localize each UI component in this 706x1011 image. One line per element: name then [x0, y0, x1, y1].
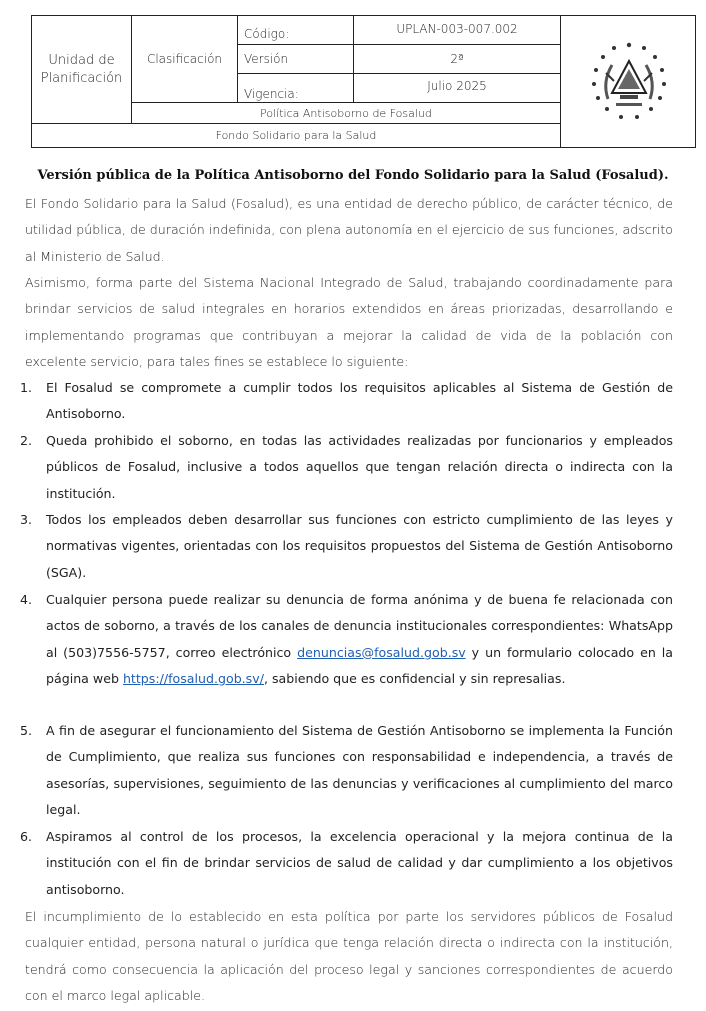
- list-item: [20, 428, 673, 507]
- el-salvador-coat-of-arms-icon: [584, 37, 674, 127]
- list-number: 5.: [20, 723, 33, 738]
- document-title: Versión pública de la Política Antisoborno del Fondo Solidario para la Salud (Fosalud).: [37, 168, 669, 183]
- document-header-table: [31, 15, 696, 148]
- list-text-part: Cualquier persona puede realizar su denuncia de forma anónima y de buena fe relacionada con actos de soborno, a través de los canales de denuncia institucionales correspondientes: WhatsApp al (503)7556-5757, correo electrónico: [46, 592, 673, 660]
- intro-paragraph-1: El Fondo Solidario para la Salud (Fosalud), es una entidad de derecho público, de carácter técnico, de utilidad pública, de duración indefinida, con plena autonomía en el ejercicio de sus funciones, adscrito al Ministerio de Salud.: [25, 196, 673, 264]
- list-text-part: , sabiendo que es confidencial y sin represalias.: [263, 671, 566, 687]
- list-item: [20, 587, 673, 693]
- list-item: [20, 507, 673, 586]
- website-link[interactable]: https://fosalud.gob.sv/: [122, 671, 264, 687]
- codigo-value: UPLAN-003-007.002: [353, 15, 561, 45]
- list-text: Aspiramos al control de los procesos, la excelencia operacional y la mejora continua de la institución con el fin de brindar servicios de salud de calidad y dar cumplimiento a los objetivos antisoborno.: [46, 829, 673, 897]
- codigo-label: Código:: [237, 15, 354, 45]
- version-label: Versión: [237, 44, 354, 74]
- closing-paragraph: El incumplimiento de lo establecido en esta política por parte los servidores públicos de Fosalud cualquier entidad, persona natural o jurídica que tenga relación directa o indirecta con la institución, tendrá como consecuencia la aplicación del proceso legal y sanciones correspondientes de acuerdo con el marco legal aplicable.: [25, 909, 673, 1004]
- fondo-cell: Fondo Solidario para la Salud: [31, 123, 561, 148]
- logo-cell: [560, 15, 697, 148]
- list-text: Queda prohibido el soborno, en todas las actividades realizadas por funcionarios y empleados públicos de Fosalud, inclusive a todos aquellos que tengan relación directa o indirecta con la institución.: [46, 433, 673, 501]
- list-number: 3.: [20, 512, 33, 527]
- list-item: [20, 824, 673, 903]
- list-item: [20, 718, 673, 824]
- list-number: 4.: [20, 592, 33, 607]
- list-text: [46, 587, 673, 693]
- vigencia-label: Vigencia:: [237, 73, 354, 103]
- vigencia-value: Julio 2025: [353, 73, 561, 103]
- list-text: A fin de asegurar el funcionamiento del Sistema de Gestión Antisoborno se implementa la Función de Cumplimiento, que realiza sus funciones con responsabilidad e independencia, a través de asesorías, supervisiones, seguimiento de las denuncias y verificaciones al cumplimiento del marco legal.: [46, 723, 673, 818]
- clasificacion-cell: Clasificación: [131, 15, 238, 103]
- email-link[interactable]: denuncias@fosalud.gob.sv: [297, 644, 466, 660]
- list-item: [20, 375, 673, 428]
- list-number: 6.: [20, 829, 33, 844]
- list-number: 2.: [20, 433, 33, 448]
- politica-cell: Política Antisoborno de Fosalud: [131, 102, 561, 124]
- list-text: El Fosalud se compromete a cumplir todos los requisitos aplicables al Sistema de Gestión de Antisoborno.: [46, 380, 673, 422]
- list-number: 1.: [20, 380, 33, 395]
- intro-paragraph-2: Asimismo, forma parte del Sistema Nacional Integrado de Salud, trabajando coordinadamente para brindar servicios de salud integrales en horarios extendidos en áreas priorizadas, desarrollando e implementando programas que contribuyan a mejorar la calidad de vida de la población con excelente servicio, para tales fines se establece lo siguiente:: [25, 275, 673, 370]
- list-text-part: y un formulario colocado en la página web: [46, 644, 674, 687]
- list-text: Todos los empleados deben desarrollar sus funciones con estricto cumplimiento de las leyes y normativas vigentes, orientadas con los requisitos propuestos del Sistema de Gestión Antisoborno (SGA).: [46, 512, 673, 580]
- version-value: 2ª: [353, 44, 561, 74]
- unidad-cell: Unidad de Planificación: [31, 15, 132, 124]
